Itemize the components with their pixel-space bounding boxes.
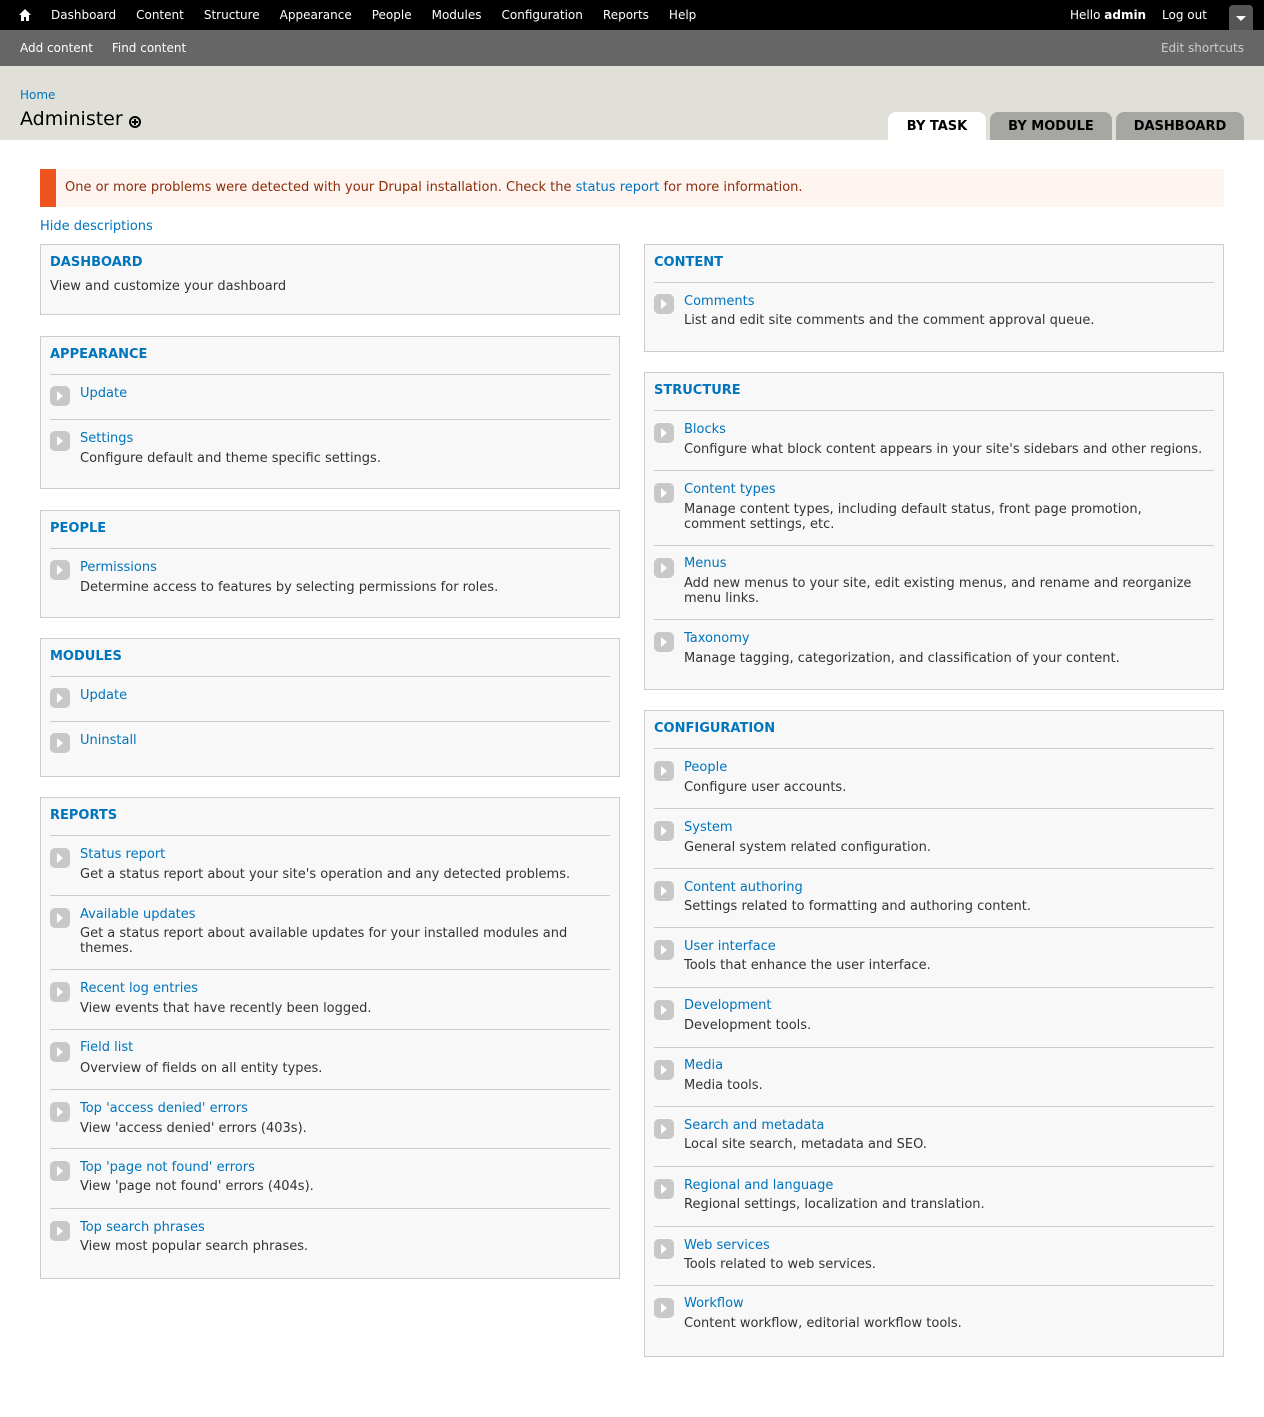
list-item [654,546,1214,620]
item-description: Manage tagging, categorization, and classification of your content. [684,651,1120,666]
tab-by-module[interactable]: BY MODULE [990,112,1112,140]
warning-text-after: for more information. [663,180,803,195]
tab-dashboard[interactable]: DASHBOARD [1116,112,1244,140]
panel-title-link[interactable]: DASHBOARD [50,255,143,270]
list-item [654,928,1214,988]
item-description: Manage content types, including default status, front page promotion, comment settings, etc. [684,502,1142,532]
arrow-right-icon [50,908,70,928]
list-item [50,677,610,722]
item-description: Determine access to features by selecting permissions for roles. [80,580,499,595]
item-description: Get a status report about your site's operation and any detected problems. [80,867,571,882]
list-item [50,549,610,617]
list-item [654,471,1214,546]
item-description: Configure what block content appears in your site's sidebars and other regions. [684,442,1203,457]
item-description: General system related configuration. [684,840,931,855]
arrow-right-icon [654,1119,674,1139]
warning-text-before: One or more problems were detected with your Drupal installation. Check the [65,180,572,195]
arrow-right-icon [50,1102,70,1122]
item-link[interactable]: Recent log entries [80,981,199,996]
panel-title-link[interactable]: MODULES [50,649,122,664]
arrow-right-icon [50,431,70,451]
item-link[interactable]: Update [80,386,128,401]
shortcuts-toggle-button[interactable] [1229,5,1253,30]
warning-message [40,169,1224,207]
shortcuts-bar [0,30,1264,66]
list-item [654,1167,1214,1227]
panel-people [40,510,620,618]
toolbar-item-structure[interactable]: Structure [203,8,260,22]
shortcut-find-content[interactable]: Find content [111,41,187,55]
warning-text [65,169,803,207]
item-link[interactable]: System [684,820,733,835]
list-item [654,1286,1214,1354]
item-description: View 'access denied' errors (403s). [80,1121,307,1136]
arrow-right-icon [654,1298,674,1318]
panel-title-link[interactable]: CONTENT [654,255,723,270]
item-link[interactable]: Comments [684,294,755,309]
item-link[interactable]: Available updates [80,907,196,922]
list-item [654,283,1214,351]
user-greeting [1070,0,1146,30]
edit-shortcuts-link[interactable]: Edit shortcuts [1160,41,1244,55]
panel-title[interactable] [654,373,1214,411]
toolbar-item-reports[interactable]: Reports [602,8,649,22]
toolbar-item-help[interactable]: Help [668,8,697,22]
panel-reports [40,797,620,1279]
panel-title[interactable] [50,639,610,677]
panel-description: View and customize your dashboard [50,279,287,294]
list-item [50,420,610,488]
toolbar-item-configuration[interactable]: Configuration [501,8,583,22]
list-item [654,1048,1214,1107]
item-link[interactable]: Development [684,998,772,1013]
list-item [50,1209,610,1277]
list-item [50,1090,610,1149]
arrow-right-icon [654,940,674,960]
item-link[interactable]: Uninstall [80,733,137,748]
arrow-right-icon [654,821,674,841]
item-description: Configure default and theme specific settings. [80,451,381,466]
item-link[interactable]: Settings [80,431,134,446]
list-item [654,869,1214,928]
item-link[interactable]: Update [80,688,128,703]
list-item [654,988,1214,1048]
item-description: Configure user accounts. [684,780,847,795]
item-description: Regional settings, localization and translation. [684,1197,985,1212]
arrow-right-icon [50,688,70,708]
arrow-right-icon [50,386,70,406]
toolbar-item-people[interactable]: People [371,8,412,22]
admin-toolbar [0,0,1264,30]
list-item [654,1227,1214,1286]
item-description: Tools that enhance the user interface. [684,958,931,973]
item-description: View events that have recently been logged. [80,1001,372,1016]
toolbar-item-appearance[interactable]: Appearance [279,8,352,22]
item-link[interactable]: Top 'page not found' errors [80,1160,255,1175]
item-link[interactable]: Status report [80,847,166,862]
item-link[interactable]: Media [684,1058,724,1073]
panel-structure [644,372,1224,690]
item-description: Local site search, metadata and SEO. [684,1137,927,1152]
panel-title[interactable] [50,798,610,836]
item-description: Development tools. [684,1018,812,1033]
toolbar-item-content[interactable]: Content [136,8,184,22]
status-report-link[interactable]: status report [575,180,660,195]
item-description: View 'page not found' errors (404s). [80,1179,314,1194]
arrow-right-icon [50,848,70,868]
item-description: Settings related to formatting and authoring content. [684,899,1032,914]
arrow-right-icon [50,1161,70,1181]
arrow-right-icon [654,632,674,652]
item-description: Overview of fields on all entity types. [80,1061,323,1076]
item-description: Content workflow, editorial workflow tools. [684,1316,962,1331]
panel-title-link[interactable]: APPEARANCE [50,347,148,362]
item-link[interactable]: Top 'access denied' errors [80,1101,248,1116]
item-link[interactable]: Blocks [684,422,726,437]
item-description: Get a status report about available updates for your installed modules and themes. [80,926,568,956]
item-link[interactable]: Permissions [80,560,157,575]
arrow-right-icon [654,558,674,578]
item-link[interactable]: Field list [80,1040,134,1055]
list-item [654,809,1214,869]
home-icon[interactable] [17,7,33,23]
arrow-right-icon [654,1000,674,1020]
item-link[interactable]: Web services [684,1238,770,1253]
arrow-right-icon [654,1060,674,1080]
page-title: Administer [20,108,123,130]
panel-title-link[interactable]: PEOPLE [50,521,107,536]
panel-title-link[interactable]: STRUCTURE [654,383,741,398]
arrow-right-icon [654,1179,674,1199]
add-shortcut-icon[interactable] [129,116,141,128]
item-description: List and edit site comments and the comment approval queue. [684,313,1095,328]
list-item [654,411,1214,471]
panel-title[interactable] [654,245,1214,283]
page-header [0,66,1264,140]
item-link[interactable]: Content types [684,482,776,497]
item-link[interactable]: Menus [684,556,727,571]
greeting-prefix: Hello [1070,8,1101,22]
panel-dashboard [40,244,620,315]
breadcrumb-home[interactable]: Home [20,88,56,102]
item-description: Add new menus to your site, edit existing menus, and rename and reorganize menu links. [684,576,1192,606]
arrow-right-icon [50,1221,70,1241]
username-link[interactable]: admin [1104,8,1147,22]
toolbar-menu [41,0,706,30]
panel-configuration [644,710,1224,1357]
item-link[interactable]: Top search phrases [80,1220,205,1235]
panel-modules [40,638,620,777]
list-item [50,1030,610,1090]
toolbar-item-modules[interactable]: Modules [431,8,482,22]
arrow-right-icon [50,733,70,753]
tab-by-task[interactable]: BY TASK [888,112,986,140]
list-item [50,375,610,420]
list-item [50,836,610,896]
panel-content [644,244,1224,352]
arrow-right-icon [654,483,674,503]
item-description: Tools related to web services. [684,1257,876,1272]
panel-title[interactable] [50,245,610,279]
arrow-right-icon [654,1239,674,1259]
arrow-right-icon [654,761,674,781]
panel-title[interactable] [50,337,610,375]
shortcut-add-content[interactable]: Add content [20,41,93,55]
logout-link[interactable]: Log out [1162,8,1207,22]
item-description: Media tools. [684,1078,763,1093]
item-link[interactable]: Workflow [684,1296,744,1311]
list-item [654,1107,1214,1167]
item-description: View most popular search phrases. [80,1239,309,1254]
item-link[interactable]: People [684,760,728,775]
hide-descriptions-link[interactable]: Hide descriptions [40,219,153,234]
list-item [50,970,610,1030]
list-item [50,896,610,970]
panel-title[interactable] [654,711,1214,749]
arrow-right-icon [50,1042,70,1062]
list-item [50,1149,610,1209]
arrow-right-icon [50,982,70,1002]
panel-title-link[interactable]: CONFIGURATION [654,721,776,736]
item-link[interactable]: Regional and language [684,1178,834,1193]
item-link[interactable]: User interface [684,939,776,954]
panel-title-link[interactable]: REPORTS [50,808,118,823]
arrow-right-icon [654,881,674,901]
list-item [654,749,1214,809]
arrow-right-icon [654,294,674,314]
list-item [50,722,610,767]
arrow-right-icon [654,423,674,443]
arrow-right-icon [50,560,70,580]
warning-indicator [40,169,56,207]
item-link[interactable]: Search and metadata [684,1118,825,1133]
panel-appearance [40,336,620,489]
panel-title[interactable] [50,511,610,549]
toolbar-item-dashboard[interactable]: Dashboard [51,8,117,22]
list-item [654,620,1214,688]
item-link[interactable]: Content authoring [684,880,803,895]
item-link[interactable]: Taxonomy [684,631,750,646]
